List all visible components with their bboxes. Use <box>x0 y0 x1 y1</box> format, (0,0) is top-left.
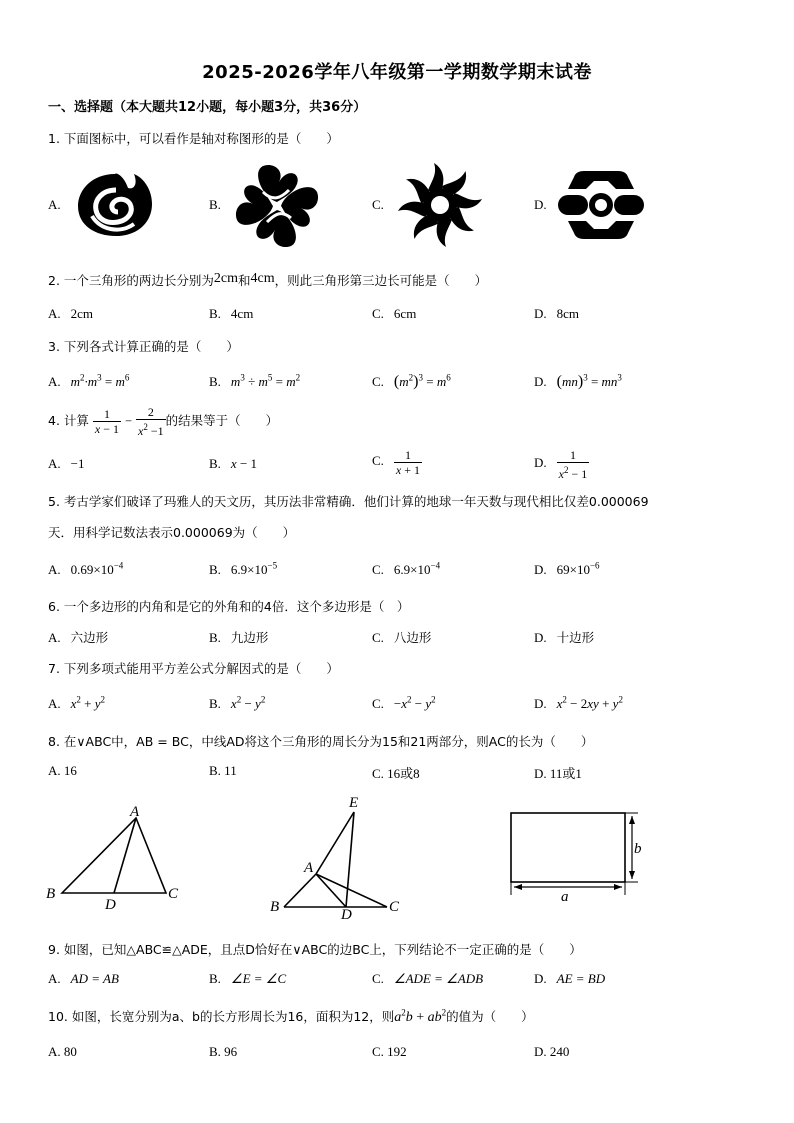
label-d: D <box>105 897 116 913</box>
q9-option-b-value: ∠E = ∠C <box>230 971 287 986</box>
q3-option-a <box>48 373 129 390</box>
question-6-stem: 6. 一个多边形的内角和是它的外角和的4倍．这个多边形是（ ） <box>48 599 410 614</box>
label-e: E <box>349 795 359 811</box>
q2-length-a: 2cm <box>213 271 239 286</box>
q6-option-b-label: B. <box>209 630 221 645</box>
label-b: B <box>270 899 280 915</box>
rectangle-figure-q10 <box>500 805 660 905</box>
q9-option-c-value: ∠ADE = ∠ADB <box>393 971 484 986</box>
q3-option-c <box>372 373 451 391</box>
q10-expression: $a^2b + ab^2$ <box>394 1007 447 1025</box>
q2-stem-post: ，则此三角形第三边长可能是（ ） <box>274 273 488 288</box>
q7-option-a-label: A. <box>48 696 61 712</box>
q2-stem-mid: 和 <box>238 273 251 288</box>
label-c: C <box>389 899 400 915</box>
triangle-abc <box>62 818 166 893</box>
q9-option-d-label: D. <box>534 971 547 986</box>
q5-option-d-label: D. <box>534 562 547 578</box>
q7-option-b: B. $x^2 - y^2$ <box>209 695 266 712</box>
q3-option-d-label: D. <box>534 374 547 390</box>
q2-option-c-value: 6cm <box>393 306 417 321</box>
q3-option-a-label: A. <box>48 374 61 390</box>
q10-stem-pre: 10. 如图，长宽分别为a、b的长方形周长为16，面积为12，则 <box>48 1009 395 1024</box>
q6-option-d-label: D. <box>534 630 547 645</box>
q7-option-c: C. $-x^2 - y^2$ <box>372 695 436 712</box>
q4-stem-pre: 4. 计算 <box>48 413 89 428</box>
q2-option-d-label: D. <box>534 306 547 321</box>
q3-option-a-expr: $m^2\cdot m^3 = m^6$ <box>70 373 130 390</box>
q6-option-c-label: C. <box>372 630 384 645</box>
question-4-stem: 4. 计算 $\frac{1}{x - 1}$ − $\frac{2}{x^2 -1}$ 的结果等于（ ） <box>48 405 279 438</box>
triangle-figure-q8 <box>40 800 190 915</box>
q5-option-a: A. $0.69\times 10^{-4}$ <box>48 561 124 578</box>
q5-option-c: C. $6.9\times 10^{-4}$ <box>372 561 441 578</box>
q9-option-a <box>48 971 119 987</box>
q2-option-a-value: 2cm <box>70 306 94 321</box>
q6-option-a-value: 六边形 <box>70 630 109 645</box>
q3-option-d <box>534 373 622 391</box>
q5-option-c-label: C. <box>372 562 384 578</box>
question-9-stem: 9. 如图，已知△ABC≌△ADE，且点D恰好在∨ABC的边BC上，下列结论不一定正确的是（ ） <box>48 942 582 957</box>
q5-option-a-label: A. <box>48 562 61 578</box>
q8-option-b: B. 11 <box>209 763 237 778</box>
q6-option-d <box>534 628 594 646</box>
q4-option-d-label: D. <box>534 455 547 471</box>
q2-option-a <box>48 306 93 322</box>
question-2-stem <box>48 271 487 289</box>
q4-option-c: C. $\frac{1}{x + 1}$ <box>372 448 421 477</box>
label-b: b <box>634 841 642 857</box>
q10-stem-post: 的值为（ ） <box>446 1009 534 1024</box>
q9-option-a-label: A. <box>48 971 61 986</box>
q9-option-a-value: AD = AB <box>70 971 119 986</box>
q3-option-b <box>209 373 300 390</box>
q2-option-a-label: A. <box>48 306 61 321</box>
q5-option-d: D. $69\times 10^{-6}$ <box>534 561 600 578</box>
label-d: D <box>341 907 352 920</box>
q9-option-c <box>372 971 483 987</box>
question-3-stem: 3. 下列各式计算正确的是（ ） <box>48 339 239 354</box>
q9-option-c-label: C. <box>372 971 384 986</box>
q2-option-d-value: 8cm <box>556 306 580 321</box>
q9-option-d-value: AE = BD <box>556 971 606 986</box>
q7-option-a: A. $x^2 + y^2$ <box>48 695 106 712</box>
q8-option-d: D. 11或1 <box>534 766 582 781</box>
label-c: C <box>168 886 179 902</box>
question-7-stem: 7. 下列多项式能用平方差公式分解因式的是（ ） <box>48 661 339 676</box>
q2-option-d <box>534 306 579 322</box>
q5-option-b: B. $6.9\times 10^{-5}$ <box>209 561 278 578</box>
q3-option-c-expr: $(m^2)^3 = m^6$ <box>393 373 451 391</box>
rose-swirl-icon <box>72 168 158 240</box>
q6-option-a-label: A. <box>48 630 61 645</box>
q2-option-b-value: 4cm <box>230 306 254 321</box>
q2-option-b-label: B. <box>209 306 221 321</box>
pinwheel-flower-icon <box>398 163 482 247</box>
q5-option-b-label: B. <box>209 562 221 578</box>
q6-option-c <box>372 628 431 646</box>
q1-option-c-label: C. <box>372 197 384 212</box>
q1-option-b-label: B. <box>209 197 221 212</box>
q7-option-d-label: D. <box>534 696 547 712</box>
triangle-figure-q9 <box>262 790 412 920</box>
question-1-stem: 1. 下面图标中，可以看作是轴对称图形的是（ ） <box>48 131 339 146</box>
q1-option-d-label: D. <box>534 197 547 212</box>
q6-option-a <box>48 628 108 646</box>
label-a: a <box>561 889 569 905</box>
q9-option-b-label: B. <box>209 971 221 986</box>
q4-option-b-label: B. <box>209 456 221 471</box>
question-5-stem-line1: 5. 考古学家们破译了玛雅人的天文历，其历法非常精确．他们计算的地球一年天数与现代相比仅差0.000069 <box>48 494 649 509</box>
q6-option-d-value: 十边形 <box>556 630 595 645</box>
q3-option-b-expr: $m^3 \div m^5 = m^2$ <box>230 373 301 390</box>
q10-option-b: B. 96 <box>209 1044 238 1059</box>
q3-option-d-expr: $(mn)^3 = mn^3$ <box>556 373 622 391</box>
page-title: 2025-2026学年八年级第一学期数学期末试卷 <box>202 62 592 83</box>
q4-fraction-1: $\frac{1}{x - 1}$ <box>94 407 119 436</box>
q4-option-c-label: C. <box>372 453 384 469</box>
q2-option-c <box>372 306 416 322</box>
q6-option-c-value: 八边形 <box>393 630 432 645</box>
q3-option-b-label: B. <box>209 374 221 390</box>
q10-option-d: D. 240 <box>534 1044 570 1059</box>
q2-option-b <box>209 306 253 322</box>
symmetric-badge-icon <box>556 167 646 243</box>
q7-option-b-label: B. <box>209 696 221 712</box>
q4-stem-post: 的结果等于（ ） <box>165 413 279 428</box>
q4-option-b: B. x − 1 <box>209 456 258 471</box>
q9-option-b <box>209 971 286 987</box>
q4-option-d: D. $\frac{1}{x^2 - 1}$ <box>534 448 588 481</box>
section-heading: 一、选择题（本大题共12小题，每小题3分，共36分） <box>48 100 367 115</box>
q3-option-c-label: C. <box>372 374 384 390</box>
q4-fraction-2: $\frac{2}{x^2 -1}$ <box>138 405 164 438</box>
q6-option-b <box>209 628 268 646</box>
q4-option-a: A. −1 <box>48 456 85 471</box>
rectangle <box>511 813 625 882</box>
q10-option-a: A. 80 <box>48 1044 77 1059</box>
q6-option-b-value: 九边形 <box>230 630 269 645</box>
question-10-stem <box>48 1007 534 1026</box>
q7-option-d: D. $x^2 - 2xy + y^2$ <box>534 695 623 712</box>
q4-option-a-label: A. <box>48 456 61 471</box>
question-8-stem: 8. 在∨ABC中，AB = BC，中线AD将这个三角形的周长分为15和21两部分，则AC的长为（ ） <box>48 734 594 749</box>
q2-option-c-label: C. <box>372 306 384 321</box>
q2-stem-pre: 2. 一个三角形的两边长分别为 <box>48 273 214 288</box>
label-a: A <box>130 804 140 820</box>
q1-option-a-label: A. <box>48 197 61 212</box>
q9-option-d <box>534 971 605 987</box>
q2-length-b: 4cm <box>250 271 275 286</box>
q8-option-a: A. 16 <box>48 763 77 778</box>
q7-option-c-label: C. <box>372 696 384 712</box>
question-5-stem-line2: 天．用科学记数法表示0.000069为（ ） <box>48 525 296 540</box>
label-a: A <box>304 860 314 876</box>
four-petal-flower-icon <box>233 162 321 248</box>
q10-option-c: C. 192 <box>372 1044 407 1059</box>
q8-option-c: C. 16或8 <box>372 766 420 781</box>
label-b: B <box>46 886 56 902</box>
